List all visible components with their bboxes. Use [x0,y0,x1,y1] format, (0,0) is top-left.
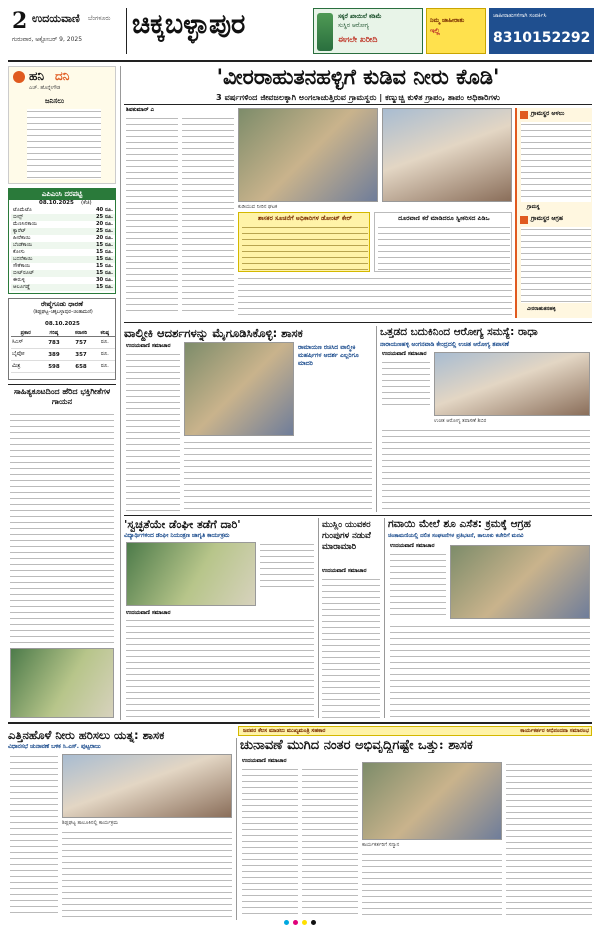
lead-photo-2 [382,108,512,202]
market-unit: (ಕೆಜಿ) [81,200,92,206]
market-item-name: ಈರುಳ್ಳಿ [13,277,26,283]
market-row [11,207,115,214]
story7-headline: ಎತ್ತಿನಹೊಳೆ ನೀರು ಹರಿಸಲು ಯತ್ನ: ಶಾಸಕ [8,728,165,742]
lead-box-1 [238,212,370,272]
story7-caption: ಶಿಡ್ಲಘಟ್ಟ ತಾಲೂಕಿನಲ್ಲಿ ಕಾರ್ಯಕ್ರಮ [62,820,118,826]
market-item-price: 40 ರೂ. [95,207,113,213]
market-item-name: ಹೀರೆಕಾಯಿ [13,235,31,241]
silk-date: 08.10.2025 [45,321,80,327]
market-item-name: ಬೆಂಡೆಕಾಯಿ [13,242,33,248]
ad-small[interactable] [426,8,486,54]
masthead [8,6,594,58]
lead-box-1-title: ಶಾಸಕರ ಸೂಚನೆಗೆ ಅಧಿಕಾರಿಗಳ ಡೋಂಟ್ ಕೇರ್ [257,215,353,222]
masthead-divider [126,8,127,54]
market-item-price: 15 ರೂ. [95,242,113,248]
market-row [11,249,115,256]
story2-headline: ವಾಲ್ಮೀಕಿ ಆದರ್ಶಗಳನ್ನು ಮೈಗೂಡಿಸಿಕೊಳ್ಳಿ: ಶಾಸಕ [124,326,303,340]
market-title: ಎಪಿಎಂಸಿ ದರಪಟ್ಟಿ [9,189,115,200]
story6-subhead: ಚಿಂತಾಮಣಿಯಲ್ಲಿ ದಲಿತ ಸಂಘಟನೆಗಳ ಪ್ರತಿಭಟನೆ, ತಾಲೂಕು ಕಚೇರಿಗೆ ಮನವಿ [388,533,524,539]
sidebar-author-2: ವೀರರಾಹುತನಹಳ್ಳಿ [527,306,556,312]
reg-mark-black [311,920,316,925]
ad-line-2: ಸುಸ್ಥಿರ ಆರೋಗ್ಯ [338,22,369,29]
story8-tagline-2: ಕಾರ್ಯಕರ್ತರ ಅಭಿನಂದನಾ ಸಮಾರಂಭ [520,728,589,734]
story4-byline: ಉದಯವಾಣಿ ಸಮಾಚಾರ [126,610,171,616]
ad-phone[interactable] [489,8,594,54]
story2-photo [184,342,294,436]
honey-title-b: ದನಿ [55,69,70,83]
market-row [11,235,115,242]
lead-headline: 'ವೀರರಾಹುತನಹಳ್ಳಿಗೆ ಕುಡಿವ ನೀರು ಕೊಡಿ' [216,64,500,89]
edition-name: ಚಿಕ್ಕಬಳ್ಳಾಪುರ [132,9,246,40]
ad-highlight: ಈಗಲೇ ಖರೀದಿ [338,35,378,44]
story6-photo [450,545,590,619]
lead-col2 [182,116,234,316]
market-item-price: 25 ರೂ. [95,214,113,220]
lead-box-1-text [242,225,368,271]
story4-headline: 'ಸ್ವಚ್ಛತೆಯೇ ಡೆಂಘೀ ತಡೆಗೆ ದಾರಿ' [124,518,241,531]
market-item-price: 15 ರೂ. [95,263,113,269]
left-story-rule [8,384,116,385]
story3-byline: ಉದಯವಾಣಿ ಸಮಾಚಾರ [382,351,427,357]
page-number: 2 [12,8,28,34]
market-item-price: 15 ರೂ. [95,284,113,290]
market-item-price: 30 ರೂ. [95,277,113,283]
silk-header-cell: ಪ್ರಕಾರ [11,330,40,337]
silk-cell: 658 [67,361,94,373]
market-item-name: ಕೋಸು [13,249,25,255]
story1-headline: ಸಾಹಿತ್ಯಕೂಟದಿಂದ ಹೆರಿದ ಭಕ್ತಿಗೀತೆಗಳ ಗಾಯನ [13,387,111,406]
story5-body [322,577,380,718]
market-item-price: 20 ರೂ. [95,235,113,241]
story8-col2 [302,767,358,917]
story8-caption: ಕಾರ್ಯಕರ್ತರಿಗೆ ಸನ್ಮಾನ [362,842,400,848]
story4-photo [126,542,256,606]
market-item-name: ಟೊಮೆಟೊ [13,207,32,213]
market-item-name: ಕ್ಯಾರೆಟ್ [13,228,26,234]
story1-photo [10,648,114,718]
story3-subhead: ನಾರಾಯಣಹಳ್ಳಿ ಅಂಗನವಾಡಿ ಕೇಂದ್ರದಲ್ಲಿ ಉಚಿತ ಆರೋಗ್ಯ ತಪಾಸಣೆ [380,341,509,348]
print-registration-marks [100,920,500,926]
silk-cell: ಮಿಶ್ರ [11,361,40,373]
silk-header-cell: ಸರಾಸರಿ [67,330,94,337]
silk-header-cell: ಕನಿಷ್ಠ [95,330,115,337]
date-line: ಗುರುವಾರ, ಅಕ್ಟೋಬರ್ 9, 2025 [12,36,83,43]
story8-col4 [506,762,592,917]
story8-headline: ಚುನಾವಣೆ ಮುಗಿದ ನಂತರ ಅಭಿವೃದ್ಧಿಗಷ್ಟೇ ಒತ್ತು: ಶಾಸಕ [240,738,473,753]
silk-cell: 598 [40,361,67,373]
story8-col1 [242,767,298,917]
vertical-divider-mid3 [384,518,385,718]
honey-heading: ಜನಿಸಲು [45,97,65,105]
honey-author: ಎಚ್. ಹೊನ್ನೇಗೌಡ [29,85,61,91]
story8-tagline-bar [238,726,592,736]
silk-cell: ಬೈವೋ [11,349,40,361]
masthead-rule [8,60,592,62]
vertical-divider-bottom [236,738,237,920]
lead-col1 [126,116,178,316]
story2-quote: ರಾಮಾಯಣ ರಚಿಸಿದ ವಾಲ್ಮೀಕಿ ಮಹರ್ಷಿಗಳ ಆದರ್ಶ ಎಲ್ಲರಿಗೂ ಮಾದರಿ [298,344,359,367]
lead-sub-rule [124,104,592,105]
silk-cell: ರೂ. [95,361,115,373]
paper-name: ಉದಯವಾಣಿ [32,12,80,25]
sidebar-author-1: ಗ್ರಾಮಸ್ಥ [527,204,540,210]
lead-photo-caption: ಕುಡಿಯುವ ನೀರಿನ ಘಟಕ [238,204,278,210]
market-row [11,221,115,228]
ad-line-1: ಸಕ್ಕರೆ ಖಾಯಿಲೆ ಕಡಿಮೆ [338,13,382,20]
market-row [11,263,115,270]
market-row [11,284,115,291]
mid-rule [124,515,592,516]
story2-byline: ಉದಯವಾಣಿ ಸಮಾಚಾರ [126,343,171,349]
story4-subhead: ವಿದ್ಯಾರ್ಥಿಗಳಿಂದ ಡೆಂಘೀ ನಿಯಂತ್ರಣ ಜಾಗೃತಿ ಕಾರ್ಯಕ್ರಮ [124,533,230,539]
honey-dani-box [8,66,116,184]
lead-bottom-rule [124,322,592,323]
vertical-divider-mid [376,326,377,512]
lead-box-2-title: ದೂರವಾಣಿ ಕರೆ ಮಾಡಿದರೂ ಸ್ವೀಕರಿಸದ ಪಿಡಿಒ [398,215,490,222]
story3-col1 [382,360,430,410]
story1-body [10,412,114,644]
silk-row [11,361,115,373]
story7-photo [62,754,232,818]
market-item-name: ಬೀನ್ಸ್ [13,214,24,220]
silk-cell: ರೂ. [95,337,115,349]
story6-col1 [390,552,446,620]
reg-mark-yellow [302,920,307,925]
silk-rate-box [8,298,116,380]
sidebar-text-1 [521,122,591,202]
silk-cell: ರೂ. [95,349,115,361]
market-row [11,214,115,221]
market-row [11,242,115,249]
market-item-price: 15 ರೂ. [95,256,113,262]
story2-col1 [126,352,180,512]
silk-cell: 389 [40,349,67,361]
market-item-name: ಆಲೂಗಡ್ಡೆ [13,284,30,290]
reg-mark-magenta [293,920,298,925]
ad3-line-1: ಜಾಹೀರಾತುಗಳಿಗಾಗಿ ಸಂಪರ್ಕಿಸಿ [493,13,547,19]
lead-box-2-text [378,225,510,271]
ad2-line-1: ನಿಮ್ಮ ಜಾಹೀರಾತು [430,17,465,24]
story5-byline: ಉದಯವಾಣಿ ಸಮಾಚಾರ [322,568,367,574]
market-date: 08.10.2025 [39,200,74,206]
ad2-line-2: ಇಲ್ಲಿ [430,27,440,35]
city-tag: ಬೆಂಗಳೂರು [88,15,111,22]
sidebar2-title: ಗ್ರಾಮಸ್ಥರ ಆಗ್ರಹ [531,215,564,222]
story3-photo-caption: ಉಚಿತ ಆರೋಗ್ಯ ತಪಾಸಣೆ ಶಿಬಿರ [434,418,487,424]
lead-byline: ಶಿವಕುಮಾರ್ ಎ [126,107,155,113]
story4-body [126,618,314,718]
silk-subtitle: (ಶಿಡ್ಲಘಟ್ಟ–ಚಿಕ್ಕಬಳ್ಳಾಪುರ–ಚಿಂತಾಮಣಿ) [33,310,93,315]
honey-logo-icon [13,71,25,83]
market-item-price: 15 ರೂ. [95,249,113,255]
lead-photo [238,108,378,202]
honey-poem [27,109,101,179]
ad-product-image [317,13,333,51]
market-rate-box [8,188,116,294]
silk-row [11,337,115,349]
ad-health[interactable] [313,8,423,54]
market-item-price: 15 ರೂ. [95,270,113,276]
silk-cell: 757 [67,337,94,349]
story3-headline: ಒತ್ತಡದ ಬದುಕಿನಿಂದ ಆರೋಗ್ಯ ಸಮಸ್ಯೆ: ರಾಧಾ [380,326,538,338]
reg-mark-cyan [284,920,289,925]
story3-photo [434,352,590,416]
market-item-name: ಮೆಣಸಿನಕಾಯಿ [13,221,38,227]
story8-photo [362,762,502,840]
silk-cell: 357 [67,349,94,361]
sidebar-quote-icon [520,111,528,119]
lead-box-2 [374,212,512,272]
silk-header-cell: ಗರಿಷ್ಠ [40,330,67,337]
story8-col3 [362,852,502,917]
story6-headline: ಗವಾಯಿ ಮೇಲೆ ಶೂ ಎಸೆತ: ಕ್ರಮಕ್ಕೆ ಆಗ್ರಹ [388,518,531,530]
honey-title-a: ಹನಿ [29,69,44,83]
silk-title: ರೇಷ್ಮೆಗೂಡು ಧಾರಣೆ [41,300,83,308]
silk-row [11,349,115,361]
lead-subhead: 3 ವರ್ಷಗಳಿಂದ ಜೀವಜಲಕ್ಕಾಗಿ ಅಂಗಲಾಚುತ್ತಿರುವ ಗ್ರಾಮಸ್ಥರು | ಕಣ್ಮುಚ್ಚಿ ಕುಳಿತ ಗ್ರಾಪಂ, ತಾಪಂ ಅಧಿಕಾರಿಗಳು [216,92,500,102]
sidebar-text-2 [521,227,591,303]
bottom-rule [8,722,592,724]
market-row [11,228,115,235]
market-item-name: ಬೀಟ್‌ರೂಟ್ [13,270,35,276]
market-item-price: 25 ರೂ. [95,228,113,234]
market-table [11,207,115,291]
story7-body [62,830,232,918]
story3-body [382,428,590,512]
story5-headline: ಮುಸ್ಲಿಂ ಯುವಕರ ಗುಂಪುಗಳ ನಡುವೆ ಮಾರಾಮಾರಿ [322,520,371,552]
lead-col3 [238,276,512,318]
story8-tagline: ಜನಪರ ಕೆಲಸ ಮಾಡಲು ಮುಖ್ಯಮಂತ್ರಿ ಸಹಕಾರ [243,728,326,734]
sidebar-quote-icon-2 [520,216,528,224]
story8-byline: ಉದಯವಾಣಿ ಸಮಾಚಾರ [242,758,287,764]
lead-sidebar [515,108,592,318]
vertical-divider-left [120,66,121,720]
story2-col2 [184,440,372,512]
market-item-price: 20 ರೂ. [95,221,113,227]
ad3-phone-number: 8310152292 [493,30,591,46]
market-row [11,270,115,277]
silk-cell: 783 [40,337,67,349]
market-row [11,256,115,263]
silk-table [11,330,115,373]
market-row [11,277,115,284]
sidebar-title: ಗ್ರಾಮಸ್ಥರ ಅಳಲು [531,110,565,117]
story7-col1 [10,754,58,918]
market-item-name: ಸೌತೆಕಾಯಿ [13,263,31,269]
market-item-name: ಬದನೆಕಾಯಿ [13,256,33,262]
story6-body [390,624,590,718]
story4-quote [260,542,314,592]
story6-byline: ಉದಯವಾಣಿ ಸಮಾಚಾರ [390,543,435,549]
vertical-divider-mid2 [318,518,319,718]
story7-subhead: ವಿಧಾನಸಭೆ ಚುನಾವಣೆ ಬಳಿಕ ಸಿ.ಎಸ್. ಪುಟ್ಟರಾಜು [8,744,101,750]
silk-cell: ಸಿಎಸ್ [11,337,40,349]
